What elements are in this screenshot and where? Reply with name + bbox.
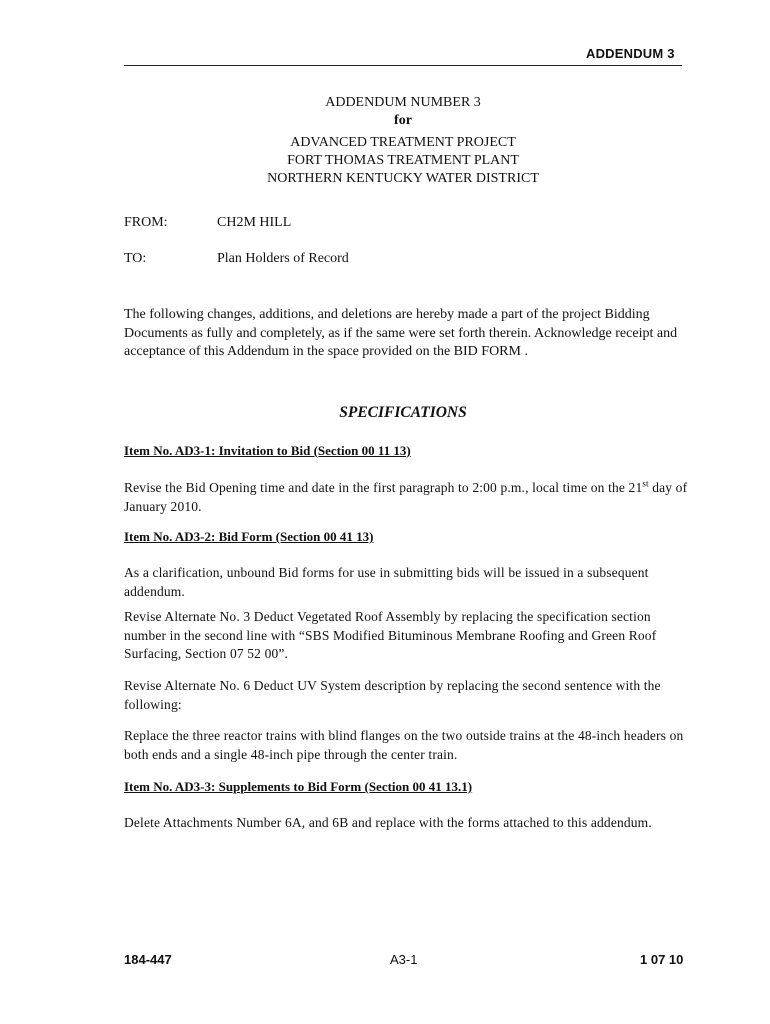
to-value: Plan Holders of Record bbox=[217, 251, 349, 266]
header-rule bbox=[124, 65, 682, 66]
title-project: ADVANCED TREATMENT PROJECT bbox=[290, 135, 516, 150]
footer-project-number: 184-447 bbox=[124, 952, 172, 967]
title-block bbox=[124, 94, 682, 188]
item-paragraph-text: Revise the Bid Opening time and date in the first paragraph to 2:00 p.m., local time on the 21 bbox=[124, 480, 643, 495]
item-heading: Item No. AD3-3: Supplements to Bid Form (Section 00 41 13.1) bbox=[124, 779, 473, 794]
title-for: for bbox=[394, 113, 412, 128]
from-label: FROM: bbox=[124, 215, 168, 230]
intro-paragraph: The following changes, additions, and deletions are hereby made a part of the project Bidding Documents as fully and completely, as if the same were set forth therein. Acknowledge receipt and acceptance of this Addendum in the space provided on the BID FORM . bbox=[124, 307, 678, 359]
item-paragraph bbox=[124, 479, 689, 516]
section-title: SPECIFICATIONS bbox=[339, 404, 467, 421]
from-value: CH2M HILL bbox=[217, 215, 292, 230]
footer-date: 1 07 10 bbox=[640, 952, 684, 967]
item-paragraph: Revise Alternate No. 6 Deduct UV System description by replacing the second sentence with the following: bbox=[124, 678, 661, 712]
footer-page-number: A3-1 bbox=[390, 952, 418, 967]
item-paragraph: Revise Alternate No. 3 Deduct Vegetated Roof Assembly by replacing the specification section number in the second line with “SBS Modified Bituminous Membrane Roofing and Green Roof Surfacing, Section 07 52 00”. bbox=[124, 609, 657, 661]
item-heading: Item No. AD3-1: Invitation to Bid (Section 00 11 13) bbox=[124, 443, 411, 458]
title-district: NORTHERN KENTUCKY WATER DISTRICT bbox=[267, 171, 539, 186]
ordinal-suffix: st bbox=[642, 478, 649, 489]
addendum-header-label: ADDENDUM 3 bbox=[586, 46, 675, 61]
to-label: TO: bbox=[124, 251, 147, 266]
title-plant: FORT THOMAS TREATMENT PLANT bbox=[287, 153, 519, 168]
item-paragraph: Replace the three reactor trains with blind flanges on the two outside trains at the 48-inch headers on both ends and a single 48-inch pipe through the center train. bbox=[124, 728, 684, 762]
item-paragraph: Delete Attachments Number 6A, and 6B and replace with the forms attached to this addendum. bbox=[124, 815, 652, 830]
item-paragraph-text: day of January 2010. bbox=[124, 480, 688, 514]
item-heading: Item No. AD3-2: Bid Form (Section 00 41 13) bbox=[124, 529, 374, 544]
title-addendum-number: ADDENDUM NUMBER 3 bbox=[325, 95, 481, 110]
item-paragraph: As a clarification, unbound Bid forms for use in submitting bids will be issued in a subsequent addendum. bbox=[124, 565, 649, 599]
